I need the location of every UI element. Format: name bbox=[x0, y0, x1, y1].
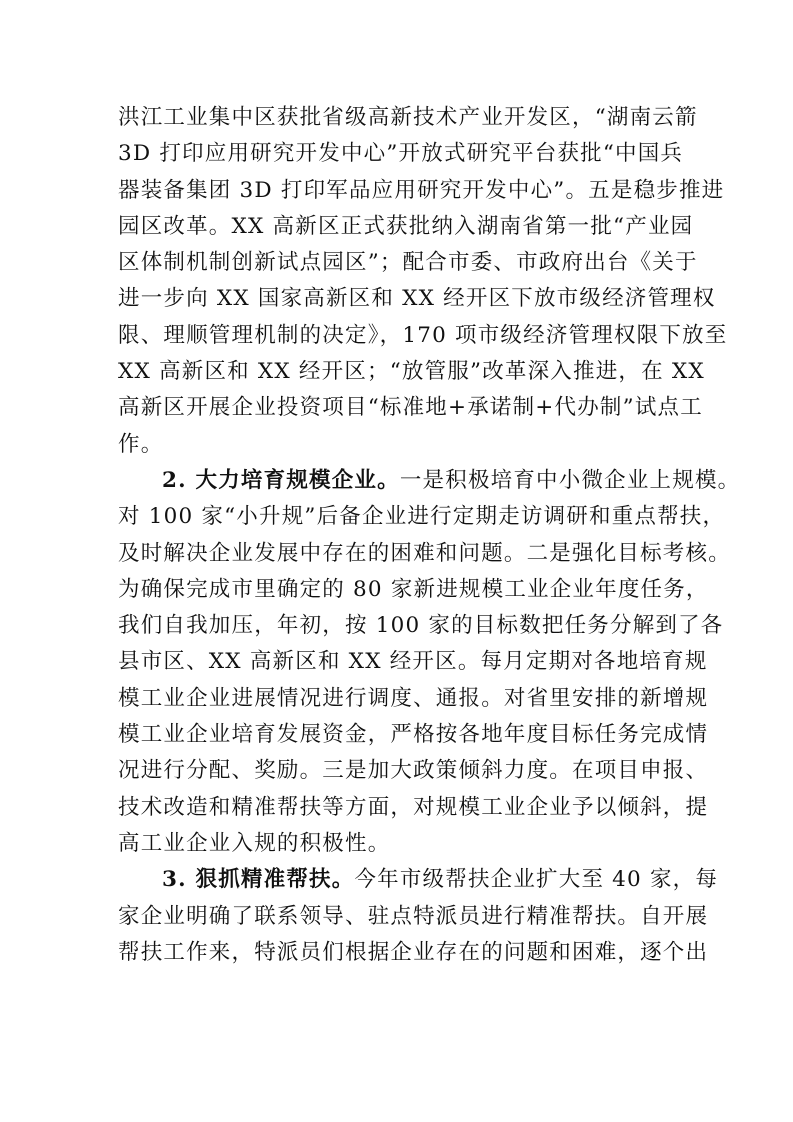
text-line: 进一步向 XX 国家高新区和 XX 经开区下放市级经济管理权 bbox=[118, 286, 716, 312]
section-heading: 2. 大力培育规模企业。 bbox=[162, 467, 400, 493]
text-line: 家企业明确了联系领导、驻点特派员进行精准帮扶。自开展 bbox=[118, 903, 709, 929]
text-line: 高新区开展企业投资项目“标准地+承诺制+代办制”试点工 bbox=[118, 395, 703, 421]
text-line: 技术改造和精准帮扶等方面，对规模工业企业予以倾斜，提 bbox=[118, 794, 709, 820]
text-line: 园区改革。XX 高新区正式获批纳入湖南省第一批“产业园 bbox=[118, 213, 694, 239]
text-line: 模工业企业进展情况进行调度、通报。对省里安排的新增规 bbox=[118, 685, 709, 711]
text-run: 一是积极培育中小微企业上规模。 bbox=[399, 467, 741, 493]
text-line: 洪江工业集中区获批省级高新技术产业开发区，“湖南云箭 bbox=[118, 105, 698, 130]
text-line: 对 100 家“小升规”后备企业进行定期走访调研和重点帮扶， bbox=[118, 504, 726, 530]
text-line: 县市区、XX 高新区和 XX 经开区。每月定期对各地培育规 bbox=[118, 649, 708, 675]
text-run: 今年市级帮扶企业扩大至 40 家，每 bbox=[354, 867, 719, 893]
text-line: 况进行分配、奖励。三是加大政策倾斜力度。在项目申报、 bbox=[118, 758, 709, 784]
text-line: 及时解决企业发展中存在的困难和问题。二是强化目标考核。 bbox=[118, 540, 731, 566]
paragraph-first-line bbox=[118, 862, 719, 898]
section-heading: 3. 狠抓精准帮扶。 bbox=[162, 867, 355, 893]
paragraph-first-line bbox=[118, 463, 741, 499]
text-line: 帮扶工作来，特派员们根据企业存在的问题和困难，逐个出 bbox=[118, 939, 709, 965]
text-line: 高工业企业入规的积极性。 bbox=[118, 830, 391, 856]
text-line: 我们自我加压，年初，按 100 家的目标数把任务分解到了各 bbox=[118, 613, 724, 639]
text-line: 器装备集团 3D 打印军品应用研究开发中心”。五是稳步推进 bbox=[118, 177, 725, 203]
document-body bbox=[118, 100, 741, 971]
text-line: 区体制机制创新试点园区”；配合市委、市政府出台《关于 bbox=[118, 250, 698, 276]
text-line: 为确保完成市里确定的 80 家新进规模工业企业年度任务， bbox=[118, 576, 709, 602]
text-line: 3D 打印应用研究开发中心”开放式研究平台获批“中国兵 bbox=[118, 141, 684, 167]
text-line: XX 高新区和 XX 经开区；“放管服”改革深入推进，在 XX bbox=[118, 359, 705, 385]
text-line: 作。 bbox=[118, 431, 164, 457]
text-line: 限、理顺管理机制的决定》，170 项市级经济管理权限下放至 bbox=[118, 322, 728, 348]
text-line: 模工业企业培育发展资金，严格按各地年度目标任务完成情 bbox=[118, 722, 709, 748]
